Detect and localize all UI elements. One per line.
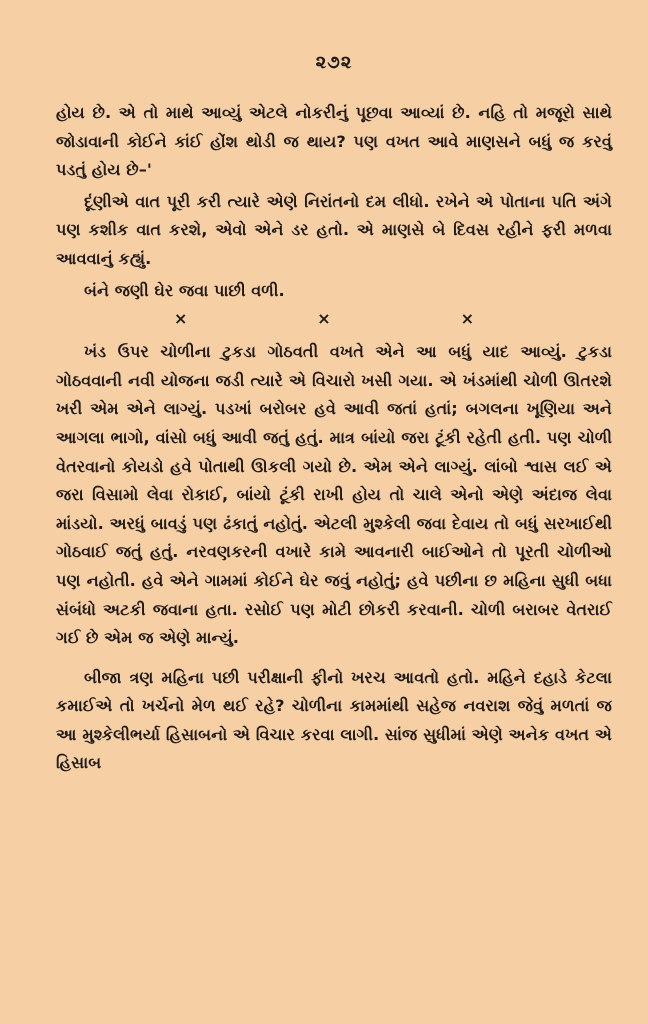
paragraph: હોય છે. એ તો માથે આવ્યું એટલે નોકરીનું પૂછવા આવ્યાં છે. નહિ તો મજૂરો સાથે જોડાવાની કોઈને કાંઈ હોંશ થોડી જ થાય? પણ વખત આવે માણસને બધું જ કરવું પડતું હોય છે–': [56, 103, 612, 180]
paragraph: દૂંણીએ વાત પૂરી કરી ત્યારે એણે નિરાંતનો દમ લીધો. રખેને એ પોતાના પતિ અંગે પણ કશીક વાત કરશે, એવો એને ડર હતો. એ માણસે બે દિવસ રહીને ફરી મળવા આવવાનું કહ્યું.: [56, 191, 612, 268]
separator-mark: ×: [460, 309, 474, 329]
paragraph: ખંડ ઉપર ચોળીના ટુકડા ગોઠવતી વખતે એને આ બધું યાદ આવ્યું. ટુકડા ગોઠવવાની નવી યોજના જડી ત્યારે એ વિચારો ખસી ગયા. એ ખંડમાંથી ચોળી ઊતરશે ખરી એમ એને લાગ્યું. પડખાં બરોબર હવે આવી જતાં હતાં; બગલના ખૂણિયા અને આગલા ભાગો, વાંસો બધું આવી જતું હતું. માત્ર બાંયો જરા ટૂંકી રહેતી હતી. પણ ચોળી વેતરવાનો કોયડો હવે પોતાથી ઊકલી ગયો છે. એમ એને લાગ્યું. લાંબો શ્વાસ લઈ એ જરા વિસામો લેવા રોકાઈ, બાંયો ટૂંકી રાખી હોય તો ચાલે એનો એણે અંદાજ લેવા માંડયો. અરધું બાવડું પણ ઢંકાતું નહોતું. એટલી મુશ્કેલી જવા દેવાય તો બધું સરખાઈથી ગોઠવાઈ જતું હતું. નરવણકરની વખારે કામે આવનારી બાઈઓને તો પૂરતી ચોળીઓ પણ નહોતી. હવે એને ગામમાં કોઈને ઘેર જવું નહોતું; હવે પછીના છ મહિના સુધી બધા સંબંધો અટકી જવાના હતા. રસોઈ પણ મોટી છોકરી કરવાની. ચોળી બરાબર વેતરાઈ ગઈ છે એમ જ એણે માન્યું.: [56, 342, 612, 648]
paragraph: બીજા ત્રણ મહિના પછી પરીક્ષાની ફીનો ખરચ આવતો હતો. મહિને દહાડે કેટલા કમાઈએ તો ખર્ચનો મેળ થઈ રહે? ચોળીના કામમાંથી સહેજ નવરાશ જેવું મળતાં જ આ મુશ્કેલીભર્યા હિસાબનો એ વિચાર કરવા લાગી. સાંજ સુધીમાં એણે અનેક વખત એ હિસાબ: [56, 667, 612, 773]
paragraph: બંને જણી ઘેર જવા પાછી વળી.: [84, 280, 285, 300]
separator-mark: ×: [174, 309, 188, 329]
page-number: ૨૭૨: [315, 52, 353, 73]
paragraph-gap: [56, 656, 612, 664]
section-separator: [174, 308, 474, 330]
separator-mark: ×: [317, 309, 331, 329]
